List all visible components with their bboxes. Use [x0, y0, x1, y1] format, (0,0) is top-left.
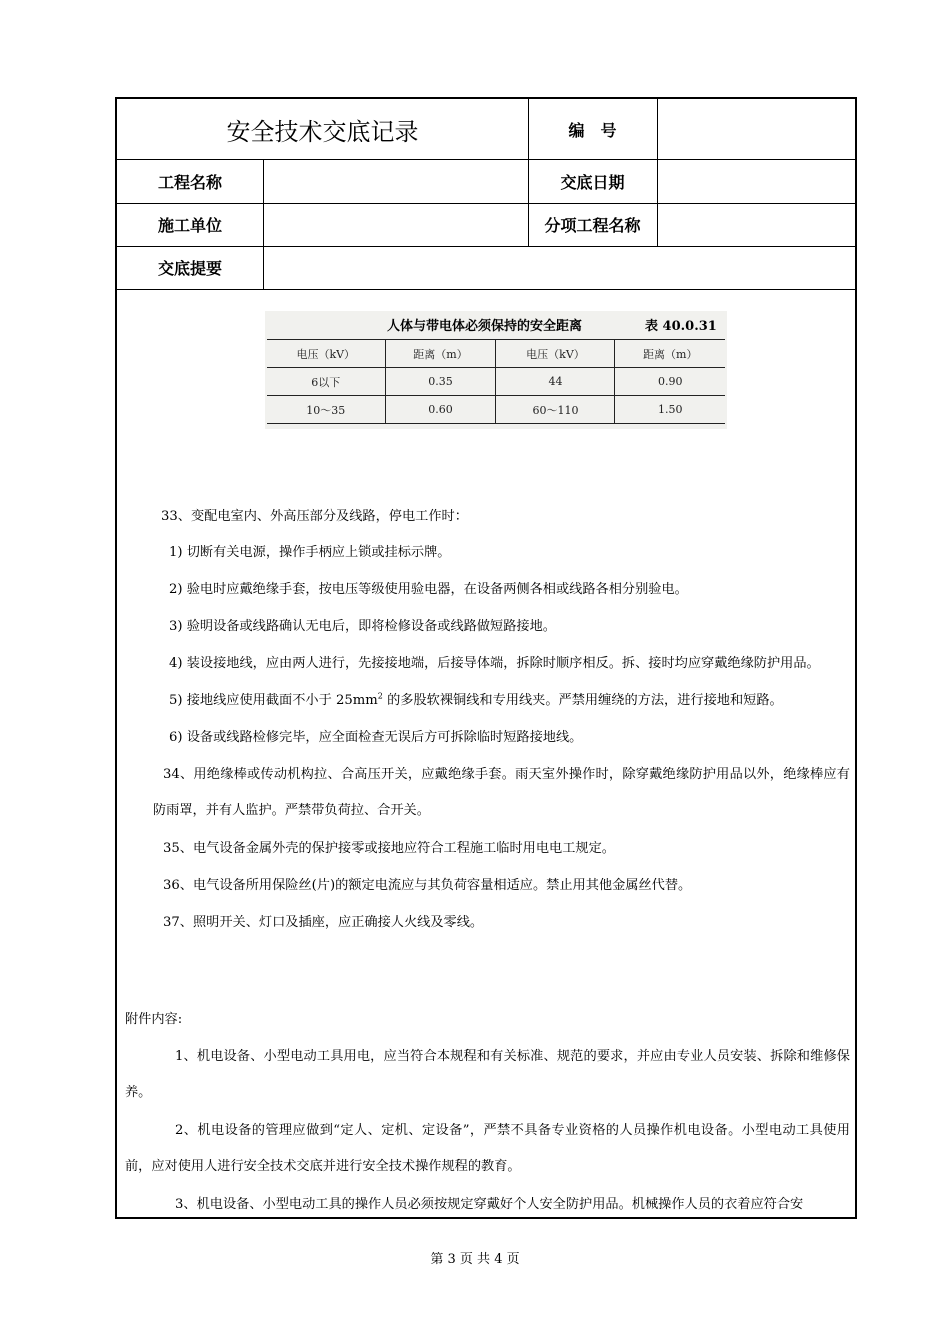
table-row — [267, 368, 725, 396]
item-37: 37、照明开关、灯口及插座，应正确接人火线及零线。 — [163, 915, 484, 930]
step-5-text: 5) 接地线应使用截面不小于 25mm — [169, 693, 378, 708]
item-34: 34、用绝缘棒或传动机构拉、合高压开关，应戴绝缘手套。雨天室外操作时，除穿戴绝缘防护用品以外，绝缘棒应有防雨罩，并有人监护。严禁带负荷拉、合开关。 — [153, 767, 850, 818]
project-name-field[interactable] — [263, 159, 528, 203]
page-number: 第 3 页 共 4 页 — [430, 1252, 520, 1267]
item-36: 36、电气设备所用保险丝(片)的额定电流应与其负荷容量相适应。禁止用其他金属丝代替。 — [163, 878, 692, 893]
safety-distance-table — [267, 339, 725, 424]
table-cell: 44 — [496, 368, 615, 396]
date-field[interactable] — [657, 159, 855, 203]
table-header-cell: 电压（kV） — [267, 340, 385, 368]
number-field[interactable] — [657, 99, 855, 159]
table-cell: 6以下 — [267, 368, 385, 396]
date-label: 交底日期 — [560, 172, 625, 192]
number-label: 编 号 — [568, 120, 617, 140]
item-33-step-3: 3) 验明设备或线路确认无电后，即将检修设备或线路做短路接地。 — [169, 619, 556, 634]
table-cell: 0.60 — [385, 396, 496, 424]
unit-label: 施工单位 — [157, 216, 222, 235]
attachment-label: 附件内容: — [125, 1012, 183, 1027]
table-cell: 10～35 — [267, 396, 385, 424]
attachment-item-3: 3、机电设备、小型电动工具的操作人员必须按规定穿戴好个人安全防护用品。机械操作人员的衣着应符合安 — [175, 1197, 804, 1212]
item-33-step-2: 2) 验电时应戴绝缘手套，按电压等级使用验电器，在设备两侧各相或线路各相分别验电。 — [169, 582, 688, 597]
project-name-label: 工程名称 — [157, 172, 222, 192]
safety-table-number: 表 40.0.31 — [645, 319, 717, 334]
summary-label: 交底提要 — [157, 259, 222, 278]
table-cell: 60～110 — [496, 396, 615, 424]
table-header-row — [267, 340, 725, 368]
item-33-step-1: 1) 切断有关电源，操作手柄应上锁或挂标示牌。 — [169, 545, 451, 560]
unit-row — [117, 203, 855, 247]
item-33-step-4: 4) 装设接地线，应由两人进行，先接接地端，后接导体端，拆除时顺序相反。拆、接时均应穿戴绝缘防护用品。 — [169, 656, 820, 671]
summary-field[interactable] — [263, 246, 855, 289]
project-row — [117, 159, 855, 204]
subitem-field[interactable] — [657, 203, 855, 246]
subitem-label: 分项工程名称 — [544, 216, 641, 235]
table-cell: 0.35 — [385, 368, 496, 396]
table-header-cell: 距离（m） — [385, 340, 496, 368]
table-row — [267, 396, 725, 424]
safety-table-caption: 人体与带电体必须保持的安全距离 — [387, 319, 583, 334]
safety-distance-table-image — [265, 311, 727, 429]
record-sheet — [115, 97, 857, 1219]
attachment-item-1: 1、机电设备、小型电动工具用电，应当符合本规程和有关标准、规范的要求，并应由专业人员安装、拆除和维修保养。 — [125, 1049, 850, 1100]
item-33-step-6: 6) 设备或线路检修完毕，应全面检查无误后方可拆除临时短路接地线。 — [169, 730, 583, 745]
table-cell: 1.50 — [615, 396, 725, 424]
step-5-text-end: 的多股软裸铜线和专用线夹。严禁用缠绕的方法，进行接地和短路。 — [382, 693, 783, 708]
item-35: 35、电气设备金属外壳的保护接零或接地应符合工程施工临时用电电工规定。 — [163, 841, 615, 856]
step-5-superscript: 2 — [377, 691, 383, 701]
table-cell: 0.90 — [615, 368, 725, 396]
table-header-cell: 电压（kV） — [496, 340, 615, 368]
document-title: 安全技术交底记录 — [226, 117, 419, 146]
table-header-cell: 距离（m） — [615, 340, 725, 368]
unit-field[interactable] — [263, 203, 528, 246]
summary-row — [117, 246, 855, 290]
item-33-step-5 — [169, 683, 783, 719]
title-row — [117, 99, 855, 160]
item-33: 33、变配电室内、外高压部分及线路，停电工作时： — [161, 509, 468, 524]
attachment-item-2: 2、机电设备的管理应做到“定人、定机、定设备”，严禁不具备专业资格的人员操作机电设备。小型电动工具使用前，应对使用人进行安全技术交底并进行安全技术操作规程的教育。 — [125, 1123, 850, 1174]
